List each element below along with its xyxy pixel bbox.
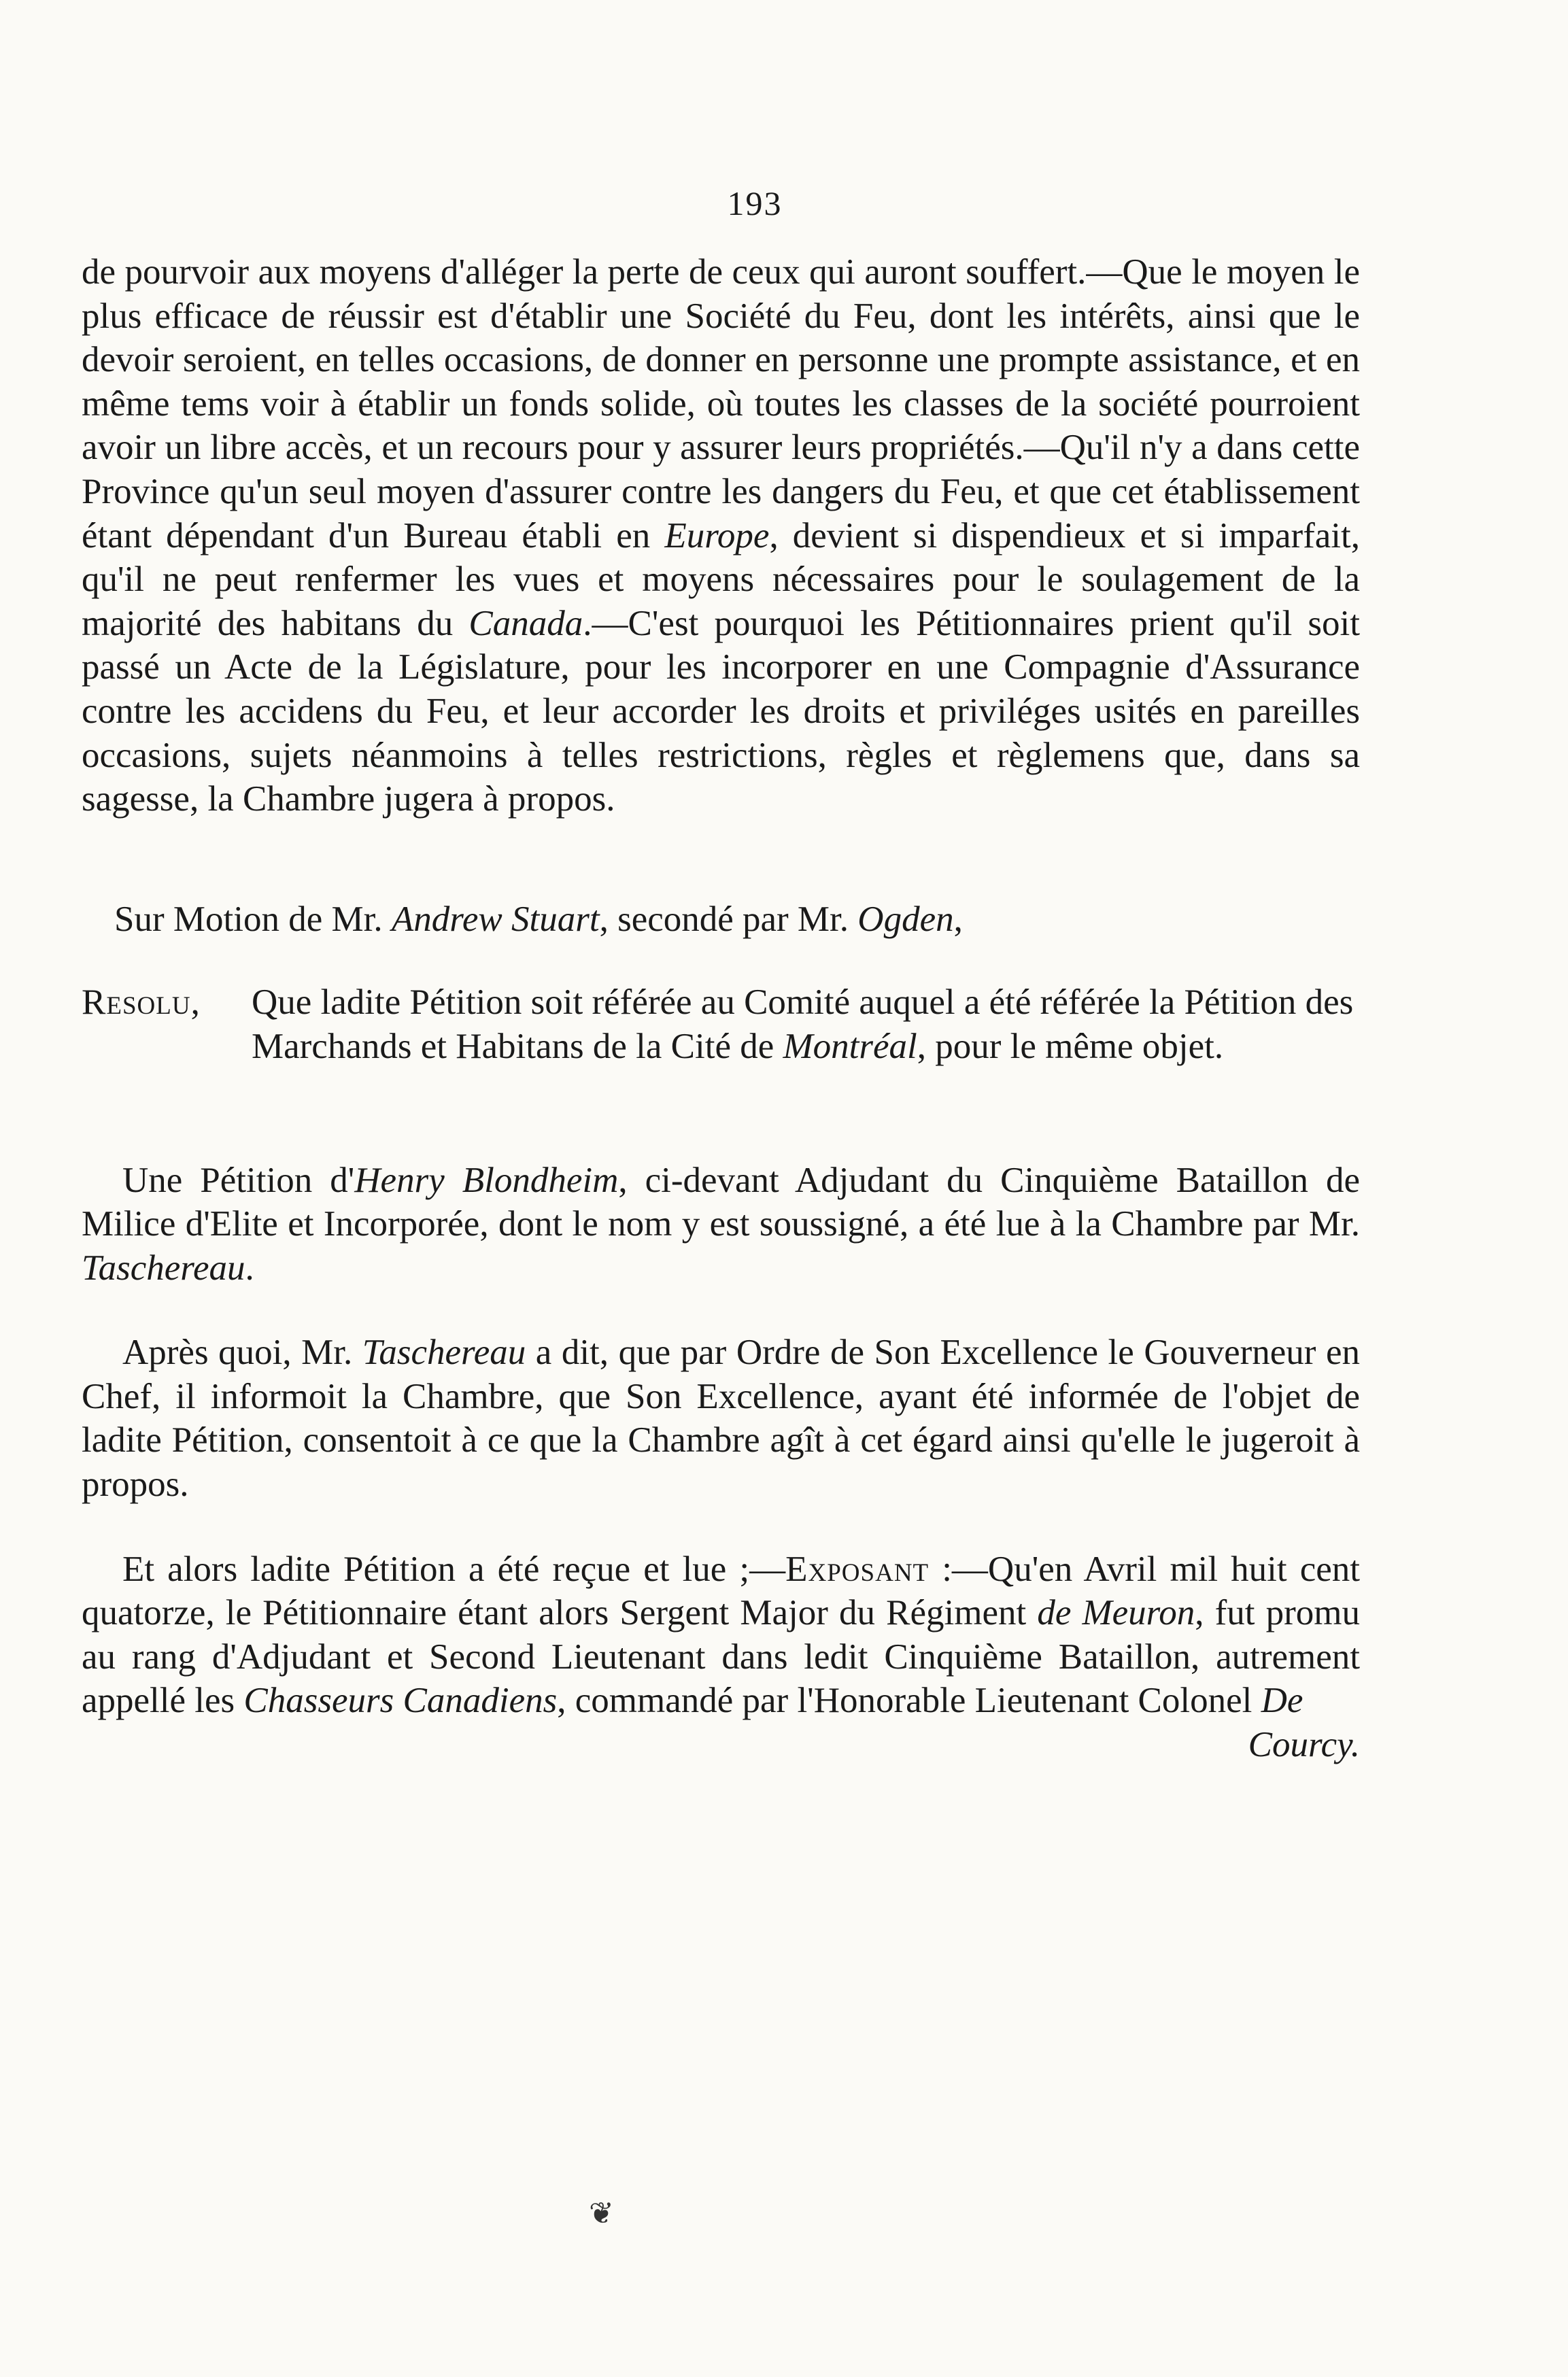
petitioner-name: Henry Blondheim — [354, 1160, 619, 1200]
city-montreal: Montréal — [783, 1026, 917, 1066]
resolution — [82, 980, 1360, 1068]
page-number: 193 — [727, 184, 783, 222]
member-name: Taschereau — [82, 1248, 245, 1288]
paragraph-apres-quoi: Après quoi, Mr. Taschereau a dit, que par Ordre de Son Excellence le Gouverneur en Chef, il informoit la Chambre, que Son Excellence, ayant été informée de l'objet de ladite Pétition, consentoit à ce que la Chambre agît à cet égard ainsi qu'elle le jugeroit à propos. — [82, 1333, 1360, 1505]
exposant-word: Exposant — [785, 1549, 930, 1589]
paragraph-petition-blondheim: Une Pétition d'Henry Blondheim, ci-devant Adjudant du Cinquième Bataillon de Milice d'Elite et Incorporée, dont le nom y est soussigné, a été lue à la Chambre par Mr. Taschereau. — [82, 1160, 1360, 1288]
member-name: Taschereau — [362, 1333, 526, 1373]
paragraph-fire-society: de pourvoir aux moyens d'alléger la perte de ceux qui auront souffert.—Que le moyen le plus efficace de réussir est d'établir une Société du Feu, dont les intérêts, ainsi que le devoir seroient, en telles occasions, de donner en personne une prompte assistance, et en même tems voir à établir un fonds solide, où toutes les classes de la société pourroient avoir un libre accès, et un recours pour y assurer leurs propriétés.—Qu'il n'y a dans cette Province qu'un seul moyen d'assurer contre les dangers du Feu, et que cet établissement étant dépendant d'un Bureau établi en Europe, devient si dispendieux et si imparfait, qu'il ne peut renfermer les vues et moyens nécessaires pour le soulagement de la majorité des habitans du Canada.—C'est pourquoi les Pétitionnaires prient qu'il soit passé un Acte de la Législature, pour les incorporer en une Compagnie d'Assurance contre les accidens du Feu, et leur accorder les droits et priviléges usités en pareilles occasions, sujets néanmoins à telles restrictions, règles et règlemens que, dans sa sagesse, la Chambre jugera à propos. — [82, 252, 1361, 819]
resolution-text: Que ladite Pétition soit référée au Comité auquel a été référée la Pétition des Marchands et Habitans de la Cité de Montréal, pour le même objet. — [252, 982, 1354, 1066]
motion-line: Sur Motion de Mr. Andrew Stuart, secondé par Mr. Ogden, — [114, 899, 963, 939]
place-europe: Europe — [664, 515, 770, 555]
ornament-icon: ❦ — [589, 2197, 614, 2230]
resolution-label: Resolu, — [82, 982, 201, 1023]
paragraph-exposant: Et alors ladite Pétition a été reçue et lue ;—Exposant :—Qu'en Avril mil huit cent quatorze, le Pétitionnaire étant alors Sergent Major du Régiment de Meuron, fut promu au rang d'Adjudant et Second Lieutenant dans ledit Cinquième Bataillon, autrement appellé les Chasseurs Canadiens, commandé par l'Honorable Lieutenant Colonel De — [82, 1549, 1360, 1721]
mover-name: Andrew Stuart — [391, 899, 600, 939]
document-page — [82, 184, 1360, 1767]
catchword: Courcy. — [1248, 1725, 1360, 1765]
chasseurs-name: Chasseurs Canadiens — [243, 1681, 558, 1721]
seconder-name: Ogden — [857, 899, 954, 939]
colonel-name: De — [1261, 1681, 1303, 1721]
regiment-name: de Meuron — [1037, 1593, 1195, 1633]
place-canada: Canada — [468, 603, 583, 643]
